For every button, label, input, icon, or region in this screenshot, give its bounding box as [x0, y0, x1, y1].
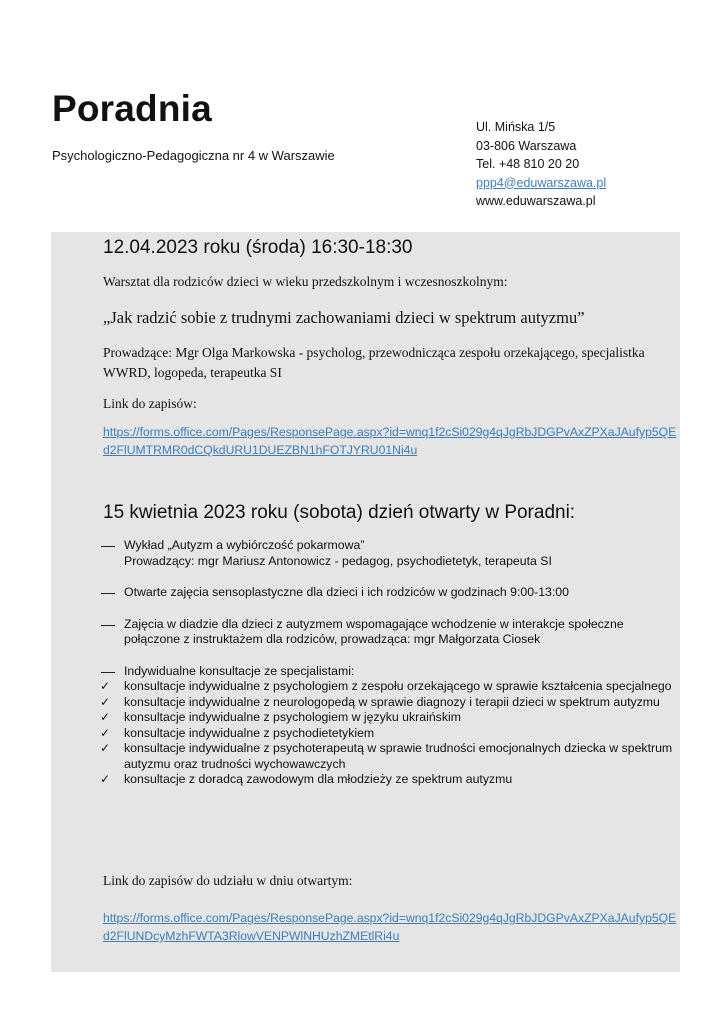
contact-city: 03-806 Warszawa	[476, 138, 577, 153]
event2-link-label: Link do zapisów do udziału w dniu otwartym:	[103, 873, 353, 888]
list-item: Wykład „Autyzm a wybiórczość pokarmowa” Prowadzący: mgr Mariusz Antonowicz - pedagog, psychodietetyk, terapeuta SI	[100, 538, 675, 569]
event2-heading: 15 kwietnia 2023 roku (sobota) dzień otwarty w Poradni:	[103, 502, 576, 523]
contact-phone: Tel. +48 810 20 20	[476, 157, 580, 171]
checkmark-icon: ✓	[100, 741, 111, 755]
checkmark-icon: ✓	[100, 772, 111, 786]
event2-list	[100, 538, 675, 788]
checkmark-icon: ✓	[100, 710, 111, 724]
event1-signup-link[interactable]: https://forms.office.com/Pages/ResponsePage.aspx?id=wnq1f2cSi029g4qJgRbJDGPvAxZPXaJAufyp5QEd2FlUMTRMR0dCQkdURU1DUEZBN1hFOTJYRU01Ni4u	[103, 425, 677, 457]
check-item: ✓ konsultacje z doradcą zawodowym dla młodzieży ze spektrum autyzmu	[100, 772, 513, 786]
event1-intro: Warsztat dla rodziców dzieci w wieku przedszkolnym i wczesnoszkolnym:	[103, 274, 508, 289]
list-item: Zajęcia w diadzie dla dzieci z autyzmem wspomagające wchodzenie w interakcje społeczne połączone z instruktażem dla rodziców, prowadząca: mgr Małgorzata Ciosek	[100, 617, 675, 648]
check-item: ✓ konsultacje indywidualne z psychoterapeutą w sprawie trudności emocjonalnych dziecka w spektrum autyzmu oraz trudności wychowawczych	[100, 741, 673, 771]
contact-website: www.eduwarszawa.pl	[476, 194, 596, 208]
page-subtitle: Psychologiczno-Pedagogiczna nr 4 w Warszawie	[52, 148, 335, 163]
list-item: Otwarte zajęcia sensoplastyczne dla dzieci i ich rodziców w godzinach 9:00-13:00	[100, 585, 675, 601]
check-item: ✓ konsultacje indywidualne z neurologopedą w sprawie diagnozy i terapii dzieci w spektrum autyzmu	[100, 694, 660, 709]
contact-email-link[interactable]: ppp4@eduwarszawa.pl	[476, 175, 607, 190]
checkmark-icon: ✓	[100, 679, 111, 693]
check-item: ✓ konsultacje indywidualne z psychodietetykiem	[100, 725, 375, 740]
check-item: ✓ konsultacje indywidualne z psychologiem w języku ukraińskim	[100, 710, 461, 724]
check-item: ✓ konsultacje indywidualne z psychologiem z zespołu orzekającego w sprawie kształcenia specjalnego	[100, 679, 672, 693]
event1-lead: Prowadzące: Mgr Olga Markowska - psycholog, przewodnicząca zespołu orzekającego, specjalistka WWRD, logopeda, terapeutka SI	[103, 345, 645, 380]
event1-link-label: Link do zapisów:	[103, 396, 197, 411]
contact-block	[476, 118, 606, 211]
page-title: Poradnia	[52, 88, 212, 129]
checkmark-icon: ✓	[100, 694, 111, 709]
event1-date: 12.04.2023 roku (środa) 16:30-18:30	[103, 237, 413, 258]
contact-street: Ul. Mińska 1/5	[476, 120, 556, 134]
checkmark-icon: ✓	[100, 725, 111, 740]
event1-title: „Jak radzić sobie z trudnymi zachowaniami dzieci w spektrum autyzmu”	[103, 308, 585, 327]
list-item: Indywidualne konsultacje ze specjalistami:	[100, 664, 675, 680]
event2-signup-link[interactable]: https://forms.office.com/Pages/ResponsePage.aspx?id=wnq1f2cSi029g4qJgRbJDGPvAxZPXaJAufyp5QEd2FlUNDcyMzhFWTA3RlowVENPWlNHUzhZMEtlRi4u	[103, 911, 677, 943]
